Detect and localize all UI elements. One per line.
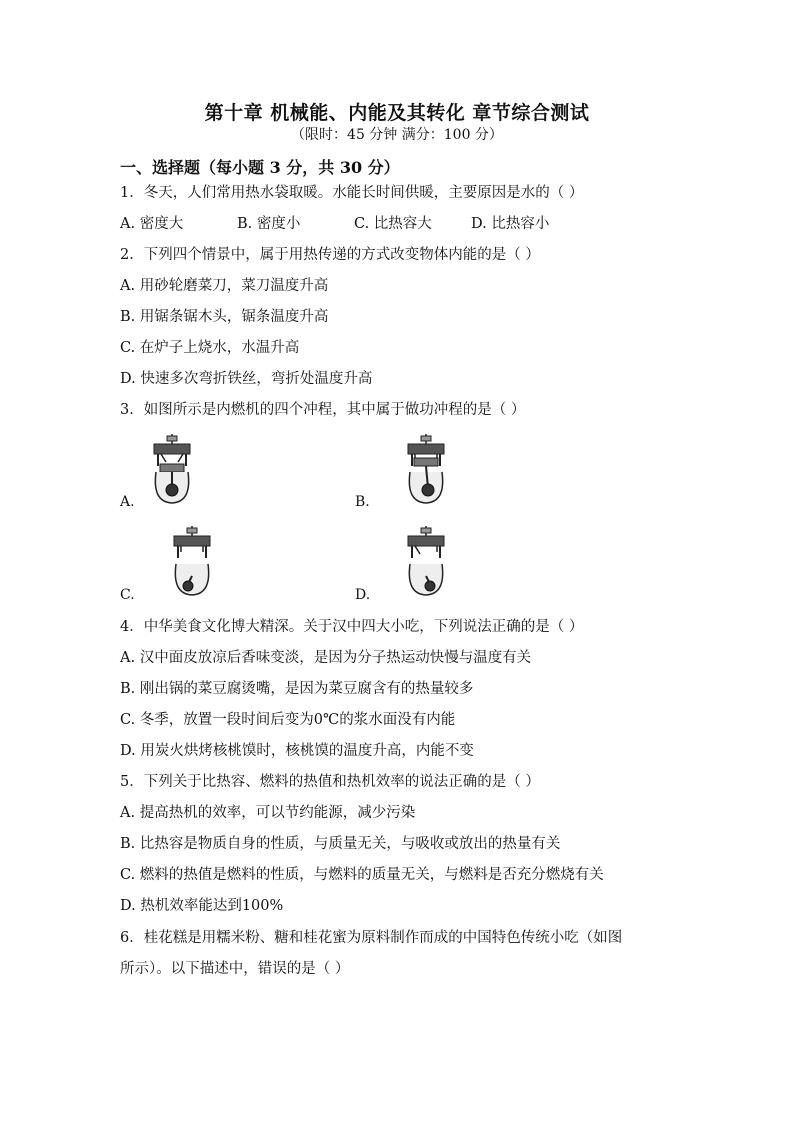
section-heading: 一、选择题（每小题 3 分，共 30 分） — [120, 158, 400, 177]
option-d: D. 比热容小 — [471, 216, 550, 232]
question-5-stem: 5．下列关于比热容、燃料的热值和热机效率的说法正确的是（ ） — [120, 774, 540, 790]
engine-stroke-d-figure — [402, 524, 450, 598]
question-2-option-b: B. 用锯条锯木头，锯条温度升高 — [120, 309, 329, 325]
question-2-option-c: C. 在炉子上烧水，水温升高 — [120, 340, 300, 356]
question-5-option-c: C. 燃料的热值是燃料的性质，与燃料的质量无关，与燃料是否充分燃烧有关 — [120, 867, 604, 883]
question-1-stem: 1．冬天，人们常用热水袋取暖。水能长时间供暖，主要原因是水的（ ） — [120, 185, 584, 201]
question-2-stem: 2．下列四个情景中，属于用热传递的方式改变物体内能的是（ ） — [120, 247, 540, 263]
option-a: A. 密度大 — [120, 216, 184, 232]
question-4-option-b: B. 刚出锅的菜豆腐烫嘴，是因为菜豆腐含有的热量较多 — [120, 681, 474, 697]
question-4-option-c: C. 冬季，放置一段时间后变为0℃的浆水面没有内能 — [120, 712, 456, 728]
engine-stroke-a-figure — [148, 432, 196, 506]
page-subtitle: （限时：45 分钟 满分：100 分） — [291, 127, 503, 143]
question-2-option-d: D. 快速多次弯折铁丝，弯折处温度升高 — [120, 371, 373, 387]
figure-label-c: C. — [120, 587, 135, 603]
question-5-option-a: A. 提高热机的效率，可以节约能源，减少污染 — [120, 805, 416, 821]
question-4-stem: 4．中华美食文化博大精深。关于汉中四大小吃，下列说法正确的是（ ） — [120, 619, 584, 635]
question-5-option-b: B. 比热容是物质自身的性质，与质量无关，与吸收或放出的热量有关 — [120, 836, 561, 852]
engine-stroke-c-figure — [168, 524, 216, 598]
question-4-option-d: D. 用炭火烘烤核桃馍时，核桃馍的温度升高，内能不变 — [120, 743, 474, 759]
question-6-stem-line-1: 6．桂花糕是用糯米粉、糖和桂花蜜为原料制作而成的中国特色传统小吃（如图 — [120, 930, 623, 946]
question-4-option-a: A. 汉中面皮放凉后香味变淡，是因为分子热运动快慢与温度有关 — [120, 650, 532, 666]
question-3-stem: 3．如图所示是内燃机的四个冲程，其中属于做功冲程的是（ ） — [120, 402, 526, 418]
engine-stroke-b-figure — [402, 432, 450, 506]
figure-label-d: D. — [355, 587, 371, 603]
page-title: 第十章 机械能、内能及其转化 章节综合测试 — [204, 102, 590, 124]
question-6-stem-line-2: 所示）。以下描述中，错误的是（ ） — [120, 961, 350, 977]
figure-label-b: B. — [355, 494, 370, 510]
question-2-option-a: A. 用砂轮磨菜刀，菜刀温度升高 — [120, 278, 329, 294]
question-5-option-d: D. 热机效率能达到100% — [120, 898, 284, 914]
option-b: B. 密度小 — [237, 216, 301, 232]
option-c: C. 比热容大 — [354, 216, 432, 232]
question-1-options — [120, 212, 549, 233]
figure-label-a: A. — [120, 494, 135, 510]
